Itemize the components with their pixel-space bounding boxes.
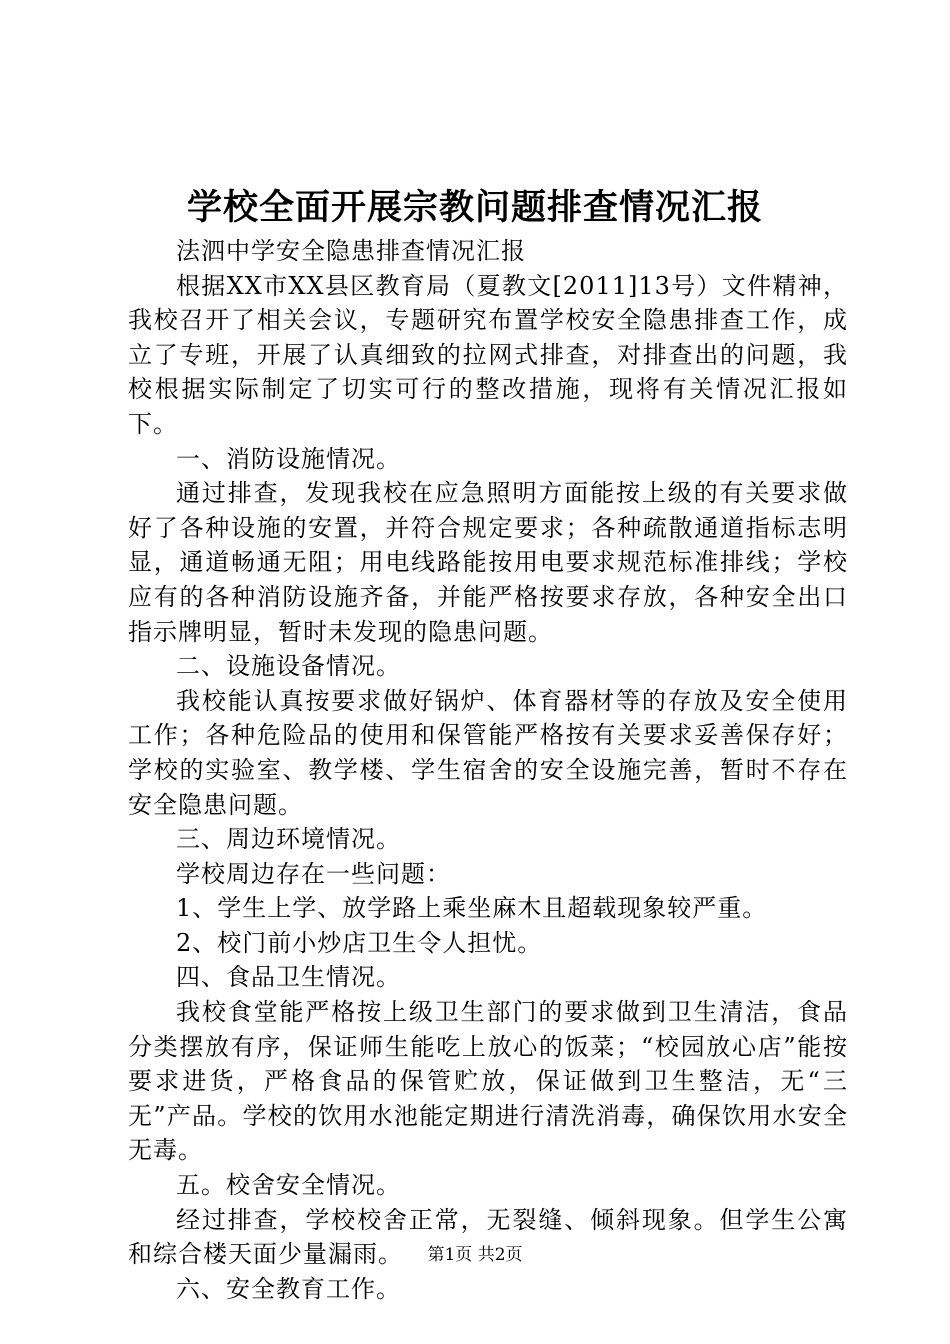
- document-body: [128, 234, 848, 1306]
- document-title: 学校全面开展宗教问题排查情况汇报: [186, 187, 763, 228]
- surroundings-paragraph: 学校周边存在一些问题：: [176, 859, 451, 888]
- report-subtitle: 法泗中学安全隐患排查情况汇报: [176, 237, 526, 265]
- food-hygiene-paragraph: 我校食堂能严格按上级卫生部门的要求做到卫生清洁，食品分类摆放有序，保证师生能吃上放心的饭菜；“校园放心店”能按要求进货，严格食品的保管贮放，保证做到卫生整洁，无“三无”产品。学校的饮用水池能定期进行清洗消毒，确保饮用水安全无毒。: [128, 998, 848, 1165]
- section-heading-fire-safety: 一、消防设施情况。: [176, 444, 401, 473]
- building-safety-paragraph: 经过排查，学校校舍正常，无裂缝、倾斜现象。但学生公寓和综合楼天面少量漏雨。: [128, 1205, 848, 1269]
- fire-safety-paragraph: 通过排查，发现我校在应急照明方面能按上级的有关要求做好了各种设施的安置，并符合规定要求；各种疏散通道指标志明显，通道畅通无阻；用电线路能按用电要求规范标准排线；学校应有的各种消防设施齐备，并能严格按要求存放，各种安全出口指示牌明显，暂时未发现的隐患问题。: [128, 479, 848, 646]
- facilities-paragraph: 我校能认真按要求做好锅炉、体育器材等的存放及安全使用工作；各种危险品的使用和保管能严格按有关要求妥善保存好；学校的实验室、教学楼、学生宿舍的安全设施完善，暂时不存在安全隐患问题。: [128, 686, 848, 819]
- page-number-footer: 第1页 共2页: [427, 1245, 523, 1265]
- section-heading-building-safety: 五。校舍安全情况。: [176, 1171, 401, 1200]
- section-heading-surroundings: 三、周边环境情况。: [176, 825, 401, 854]
- section-heading-facilities: 二、设施设备情况。: [176, 652, 401, 681]
- section-heading-safety-education: 六、安全教育工作。: [176, 1274, 401, 1303]
- intro-paragraph: 根据XX市XX县区教育局（夏教文[2011]13号）文件精神，我校召开了相关会议，专题研究布置学校安全隐患排查工作，成立了专班，开展了认真细致的拉网式排查，对排查出的问题，我校根据实际制定了切实可行的整改措施，现将有关情况汇报如下。: [128, 271, 848, 438]
- section-heading-food-hygiene: 四、食品卫生情况。: [176, 963, 401, 992]
- surroundings-item-2: 2、校门前小炒店卫生令人担忧。: [176, 928, 543, 957]
- surroundings-item-1: 1、学生上学、放学路上乘坐麻木且超载现象较严重。: [176, 894, 768, 923]
